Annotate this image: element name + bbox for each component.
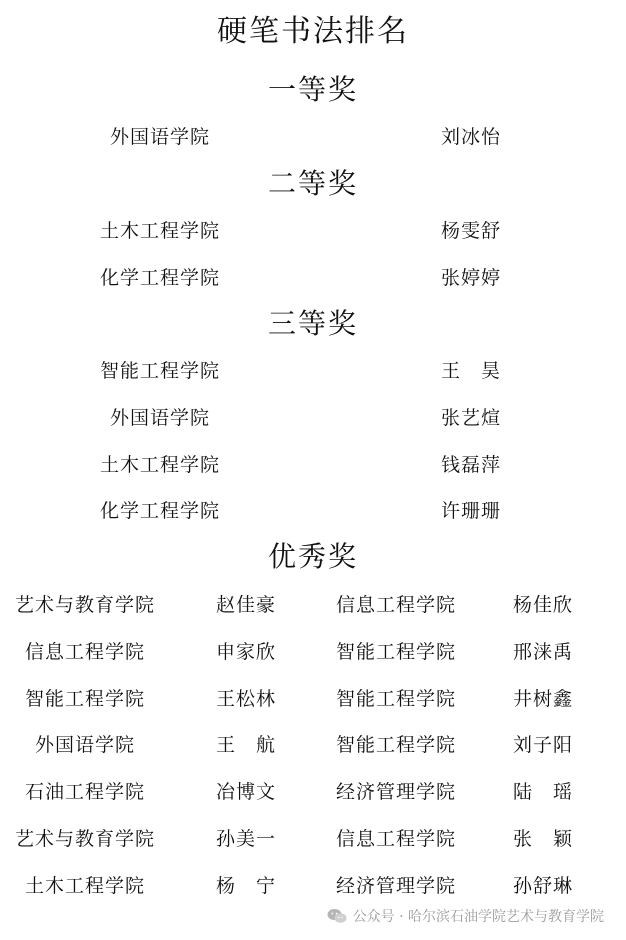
excellent-row-college-right: 智能工程学院 [335, 734, 456, 756]
excellent-row-college-left: 土木工程学院 [24, 875, 145, 897]
excellent-row-name-left: 王 航 [216, 734, 277, 756]
excellent-row-name-left: 孙美一 [216, 828, 277, 850]
excellent-row-name-left: 杨 宁 [216, 875, 277, 897]
first-prize-heading: 一等奖 [267, 73, 358, 106]
excellent-row-college-left: 石油工程学院 [24, 781, 145, 803]
excellent-row-name-left: 冶博文 [216, 781, 277, 803]
excellent-row-college-left: 信息工程学院 [24, 641, 145, 663]
excellent-row-college-right: 智能工程学院 [335, 688, 456, 710]
excellent-row-name-left: 申家欣 [216, 641, 277, 663]
excellent-row-college-right: 经济管理学院 [335, 781, 456, 803]
excellent-row-college-right: 经济管理学院 [335, 875, 456, 897]
excellent-row-college-left: 艺术与教育学院 [14, 594, 155, 616]
page-title: 硬笔书法排名 [217, 14, 409, 49]
third-row-college: 土木工程学院 [99, 454, 220, 476]
third-row-name: 王 昊 [441, 360, 502, 382]
watermark-text: 公众号 · 哈尔滨石油学院艺术与教育学院 [352, 909, 604, 925]
excellent-row-college-left: 外国语学院 [34, 734, 135, 756]
third-row-college: 外国语学院 [109, 407, 210, 429]
excellent-row-name-right: 孙舒琳 [513, 875, 574, 897]
first-row-college: 外国语学院 [109, 126, 210, 148]
excellent-row-name-right: 杨佳欣 [513, 594, 574, 616]
excellent-row-name-left: 王松林 [216, 688, 277, 710]
excellent-prize-heading: 优秀奖 [267, 540, 358, 573]
excellent-row-name-right: 刘子阳 [513, 734, 574, 756]
excellent-row-college-right: 信息工程学院 [335, 594, 456, 616]
excellent-row-college-left: 智能工程学院 [24, 688, 145, 710]
third-row-name: 许珊珊 [441, 500, 502, 522]
second-row-name: 杨雯舒 [441, 220, 502, 242]
third-row-name: 钱磊萍 [441, 454, 502, 476]
excellent-row-college-left: 艺术与教育学院 [14, 828, 155, 850]
second-row-name: 张婷婷 [441, 267, 502, 289]
second-prize-heading: 二等奖 [267, 167, 358, 200]
second-row-college: 化学工程学院 [99, 267, 220, 289]
third-row-name: 张艺煊 [441, 407, 502, 429]
excellent-row-name-right: 陆 瑶 [513, 781, 574, 803]
excellent-row-name-right: 邢涞禹 [513, 641, 574, 663]
excellent-row-name-right: 井树鑫 [513, 688, 574, 710]
third-row-college: 化学工程学院 [99, 500, 220, 522]
third-prize-heading: 三等奖 [267, 307, 358, 340]
excellent-row-name-right: 张 颖 [513, 828, 574, 850]
watermark [327, 906, 604, 926]
first-row-name: 刘冰怡 [441, 126, 502, 148]
third-row-college: 智能工程学院 [99, 360, 220, 382]
excellent-row-college-right: 智能工程学院 [335, 641, 456, 663]
excellent-row-college-right: 信息工程学院 [335, 828, 456, 850]
second-row-college: 土木工程学院 [99, 220, 220, 242]
excellent-row-name-left: 赵佳豪 [216, 594, 277, 616]
wechat-icon [327, 908, 347, 924]
